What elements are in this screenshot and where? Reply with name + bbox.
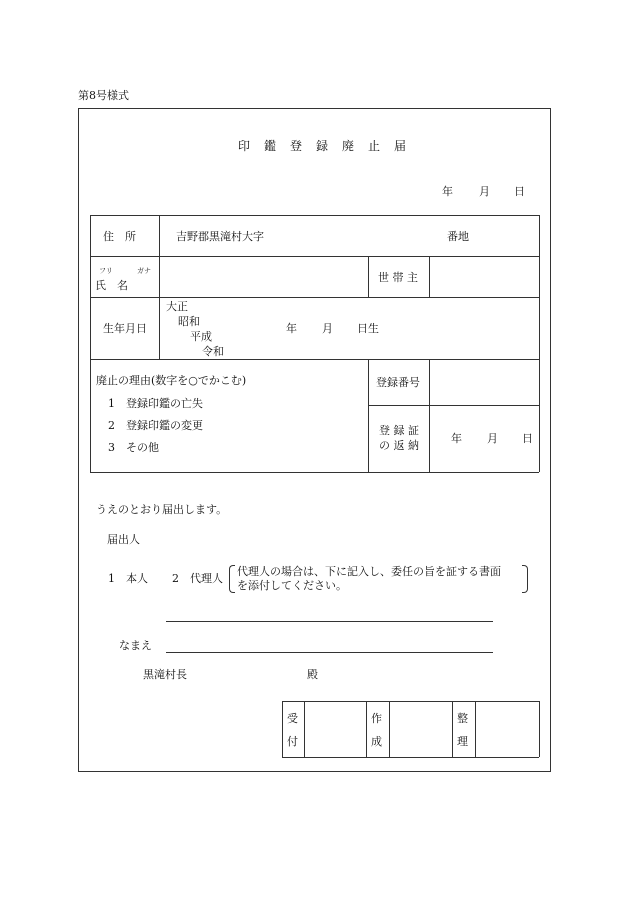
certificate-return-label-line1: 登 録 証 bbox=[379, 424, 419, 437]
return-month-label: 月 bbox=[487, 432, 498, 445]
reason-item-other[interactable]: 3 その他 bbox=[108, 441, 159, 454]
form-title: 印鑑登録廃止届 bbox=[238, 139, 421, 153]
address-value[interactable]: 吉野郡黒滝村大字 bbox=[176, 230, 264, 243]
honorific: 殿 bbox=[307, 668, 318, 681]
era-taisho[interactable]: 大正 bbox=[166, 300, 188, 313]
furigana-label-furi: フリ bbox=[99, 267, 113, 275]
reason-item-change[interactable]: 2 登録印鑑の変更 bbox=[108, 419, 203, 432]
agent-address-line[interactable] bbox=[166, 621, 493, 622]
birthdate-label: 生年月日 bbox=[103, 322, 147, 335]
form-number: 第8号様式 bbox=[78, 89, 129, 102]
registration-number-input-area[interactable] bbox=[436, 365, 532, 399]
household-head-input-area[interactable] bbox=[436, 262, 532, 292]
birth-year-label: 年 bbox=[286, 322, 297, 335]
creation-box-bottom: 成 bbox=[371, 735, 382, 748]
return-year-label: 年 bbox=[451, 432, 462, 445]
agent-name-line[interactable] bbox=[166, 652, 493, 653]
date-month-label: 月 bbox=[479, 185, 490, 198]
era-showa[interactable]: 昭和 bbox=[178, 315, 200, 328]
birth-month-label: 月 bbox=[322, 322, 333, 335]
era-heisei[interactable]: 平成 bbox=[190, 330, 212, 343]
arrangement-box-top: 整 bbox=[457, 712, 468, 725]
receipt-box-bottom: 付 bbox=[287, 735, 298, 748]
right-bracket bbox=[522, 565, 528, 593]
reason-heading: 廃止の理由(数字を○でかこむ) bbox=[96, 374, 247, 387]
applicant-label: 届出人 bbox=[107, 533, 140, 546]
agent-note-line1: 代理人の場合は、下に記入し、委任の旨を証する書面 bbox=[237, 565, 501, 578]
agent-note-line2: を添付してください。 bbox=[237, 579, 347, 592]
furigana-label-gana: ガナ bbox=[137, 267, 151, 275]
household-head-label: 世 帯 主 bbox=[378, 271, 418, 284]
creation-box-top: 作 bbox=[371, 712, 382, 725]
return-day-label: 日 bbox=[522, 432, 533, 445]
name-input-area[interactable] bbox=[171, 262, 361, 292]
arrangement-box-bottom: 理 bbox=[457, 735, 468, 748]
registration-number-label: 登録番号 bbox=[376, 376, 420, 389]
address-label: 住 所 bbox=[103, 230, 136, 243]
name-field-label: なまえ bbox=[119, 639, 152, 652]
era-reiwa[interactable]: 令和 bbox=[202, 345, 224, 358]
certificate-return-label-line2: の 返 納 bbox=[379, 439, 419, 452]
applicant-option-agent[interactable]: 2 代理人 bbox=[172, 572, 223, 585]
addressee: 黒滝村長 bbox=[143, 668, 187, 681]
address-banchi-label: 番地 bbox=[447, 230, 469, 243]
left-bracket bbox=[229, 565, 235, 593]
birth-day-label: 日生 bbox=[357, 322, 379, 335]
receipt-box-top: 受 bbox=[287, 712, 298, 725]
date-year-label: 年 bbox=[442, 185, 453, 198]
name-label: 氏 名 bbox=[95, 279, 128, 292]
date-day-label: 日 bbox=[514, 185, 525, 198]
declaration-statement: うえのとおり届出します。 bbox=[96, 503, 228, 516]
reason-item-loss[interactable]: 1 登録印鑑の亡失 bbox=[108, 397, 203, 410]
applicant-option-self[interactable]: 1 本人 bbox=[108, 572, 148, 585]
